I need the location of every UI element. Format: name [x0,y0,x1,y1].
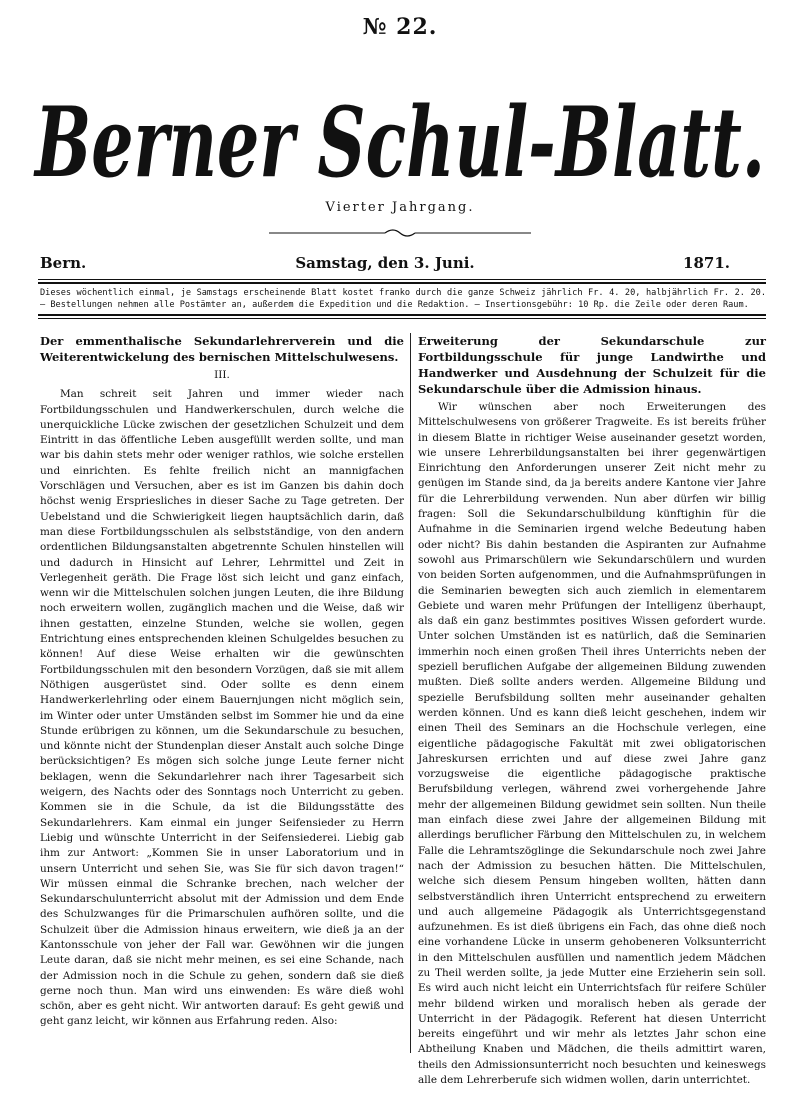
left-article-text: Man schreit seit Jahren und immer wieder nach Fortbildungsschulen und Handwerkerschulen, durch welche die unerquickliche Lücke zwischen der gesetzlichen Schulzeit und dem Eintritt in das öffentliche Leben ausgefüllt werden sollte, und man war bis dahin stets mehr oder weniger rathlos, wie solche erstellen und einrichten. Es fehlte freilich nicht an mannigfachen Vorschlägen und Versuchen, aber es ist im Ganzen bis dahin doch höchst wenig Erspriesliches in dieser Sache zu Tage getreten. Der Uebelstand und die Schwierigkeit liegen hauptsächlich darin, daß man diese Fortbildungsschulen als selbstständige, von den andern ordentlichen Bildungsanstalten abgetrennte Schulen hinstellen will und dadurch in Hinsicht auf Lehrer, Lehrmittel und Zeit in Verlegenheit geräth. Die Frage löst sich leicht und ganz einfach, wenn wir die Mittelschulen solchen jungen Leuten, die ihre Bildung noch erweitern wollen, zugänglich machen und die Weise, daß wir ihnen gestatten, einzelne Stunden, welche sie wollen, gegen Entrichtung eines entsprechenden kleinen Schulgeldes besuchen zu können! Auf diese Weise erhalten wir die gewünschten Fortbildungsschulen mit den besondern Vorzügen, daß sie mit allem Nöthigen ausgerüstet sind. Oder sollte es denn einem Handwerkerlehrling oder einem Bauernjungen nicht möglich sein, im Winter oder unter Umständen selbst im Sommer hie und da eine Stunde erübrigen zu können, um die Sekundarschule zu besuchen, und könnte nicht der Stundenplan dieser Anstalt auch solche Dinge berücksichtigen? Es mögen sich solche junge Leute ferner nicht beklagen, wenn die Sekundarlehrer nach ihrer Tagesarbeit sich weigern, des Nachts oder des Sonntags noch Unterricht zu geben. Kommen sie in die Schule, da ist die Bildungsstätte des Sekundarlehrers. Kam einmal ein junger Seifensieder zu Herrn Liebig und wünschte Unterricht in der Seifensiederei. Liebig gab ihm zur Antwort: „Kommen Sie in unser Laboratorium und in unsern Unterricht und sehen Sie, was Sie für sich davon tragen!“ Wir müssen einmal die Schranke brechen, nach welcher der Sekundarschulunterricht absolut mit der Admission und dem Ende des Schulzwanges für die Primarschulen aufhören sollte, und die Schulzeit über die Admission hinaus erweitern, wie dieß ja an der Kantonsschule von jeher der Fall war. Gewöhnen wir die jungen Leute daran, daß sie nicht mehr meinen, es sei eine Schande, nach der Admission noch in die Schule zu gehen, sondern daß sie dieß gerne noch thun. Man wird uns einwenden: Es wäre dieß wohl schön, aber es geht nicht. Wir antworten darauf: Es geht gewiß und geht ganz leicht, wir können aus Erfahrung reden. Also: [40,388,404,1028]
masthead-title: Berner Schul-Blatt. [32,86,766,199]
masthead-title-svg [30,72,770,200]
right-article-heading: Erweiterung der Sekundarschule zur Fortbildungsschule für junge Landwirthe und Handwerker und Ausdehnung der Schulzeit für die Sekundarschule über die Admission hinaus. [418,334,766,396]
right-article-text: Wir wünschen aber noch Erweiterungen des Mittelschulwesens von größerer Tragweite. Es ist bereits früher in diesem Blatte in richtiger Weise auseinander gesetzt worden, wie unsere Lehrerbildungsanstalten bei ihrer gegenwärtigen Einrichtung den Anforderungen unserer Zeit nicht mehr zu genügen im Stande sind, da ja bereits andere Kantone vier Jahre für die Lehrerbildung verwenden. Nun aber dürfen wir billig fragen: Soll die Sekundarschulbildung künftighin für die Aufnahme in die Seminarien irgend welche Bedeutung haben oder nicht? Bis dahin bestanden die Aspiranten zur Aufnahme sowohl aus Primarschülern wie Sekundarschülern und wurden von beiden Sorten aufgenommen, und die Aufnahmsprüfungen in die Seminarien bewegten sich auch ziemlich in elementarem Gebiete und waren mehr Prüfungen der Intelligenz überhaupt, als daß ein ganz bestimmtes positives Wissen gefordert wurde. Unter solchen Umständen ist es natürlich, daß die Seminarien immerhin noch einen großen Theil ihres Unterrichts neben der speziell beruflichen Aufgabe der allgemeinen Bildung zuwenden mußten. Dieß sollte anders werden. Allgemeine Bildung und spezielle Berufsbildung sollten mehr auseinander gehalten werden können. Und es kann dieß leicht geschehen, indem wir einen Theil des Seminars an die Hochschule verlegen, eine eigentliche pädagogische Fakultät mit zwei obligatorischen Jahreskursen errichten und auf diese zwei Jahre ganz vorzugsweise die eigentliche pädagogische praktische Berufsbildung verlegen, während zwei vorhergehende Jahre mehr der allgemeinen Bildung gewidmet sein sollten. Nun theile man einfach diese zwei Jahre der allgemeinen Bildung mit allerdings beruflicher Färbung den Mittelschulen zu, in welchem Falle die Lehramtszöglinge die Sekundarschule noch zwei Jahre nach der Admission zu besuchen hätten. Die Mittelschulen, welche sich diesem Pensum hingeben wollten, hätten dann selbstverständlich ihren Unterricht entsprechend zu erweitern und auch allgemeine Pädagogik als Unterrichtsgegenstand aufzunehmen. Es ist dieß übrigens ein Fach, das ohne dieß noch eine vorhandene Lücke in unserm gehobeneren Volksunterricht in den Mittelschulen ausfüllen und namentlich jedem Mädchen zu Theil werden sollte, ja jede Mutter eine Erzieherin sein soll. Es wird auch nicht leicht ein Unterrichtsfach für reifere Schüler mehr bildend wirken und moralisch heben als gerade der Unterricht in der Pädagogik. Referent hat diesen Unterricht bereits eingeführt und wir mehr als letztes Jahr schon eine Abtheilung Knaben und Mädchen, die theils admittirt waren, theils den Admissionsunterricht noch besuchten und keineswegs alle dem Lehrerberufe sich widmen wollen, darin unterrichtet. [418,401,766,1087]
subscription-notice: Dieses wöchentlich einmal, je Samstags erscheinende Blatt kostet franko durch die ganze Schweiz jährlich Fr. 4. 20, halbjährlich Fr. 2. 20. — Bestellungen nehmen alle Postämter an, außerdem die Expedition und die Redaktion. — Insertionsgebühr: 10 Rp. die Zeile oder deren Raum. [40,288,766,310]
dateline [40,254,730,276]
left-article-heading: Der emmenthalische Sekundarlehrerverein und die Weiterentwickelung des bernischen Mittelschulwesens. [40,334,404,364]
notice-rule-thick [38,314,766,316]
dateline-date: Samstag, den 3. Juni. [295,254,475,272]
left-article-part: III. [214,369,230,381]
dateline-year: 1871. [683,254,730,272]
volume-subtitle: Vierter Jahrgang. [325,200,475,215]
masthead [30,72,770,200]
left-column [40,333,404,1030]
right-column [418,333,766,1088]
ornament-divider [265,226,535,240]
header-rule-thick [38,282,766,284]
notice-rule-bottom [38,318,766,319]
dateline-place: Bern. [40,254,87,272]
header-rule-top [38,279,766,280]
issue-number: № 22. [362,14,438,40]
column-divider [410,333,411,1053]
